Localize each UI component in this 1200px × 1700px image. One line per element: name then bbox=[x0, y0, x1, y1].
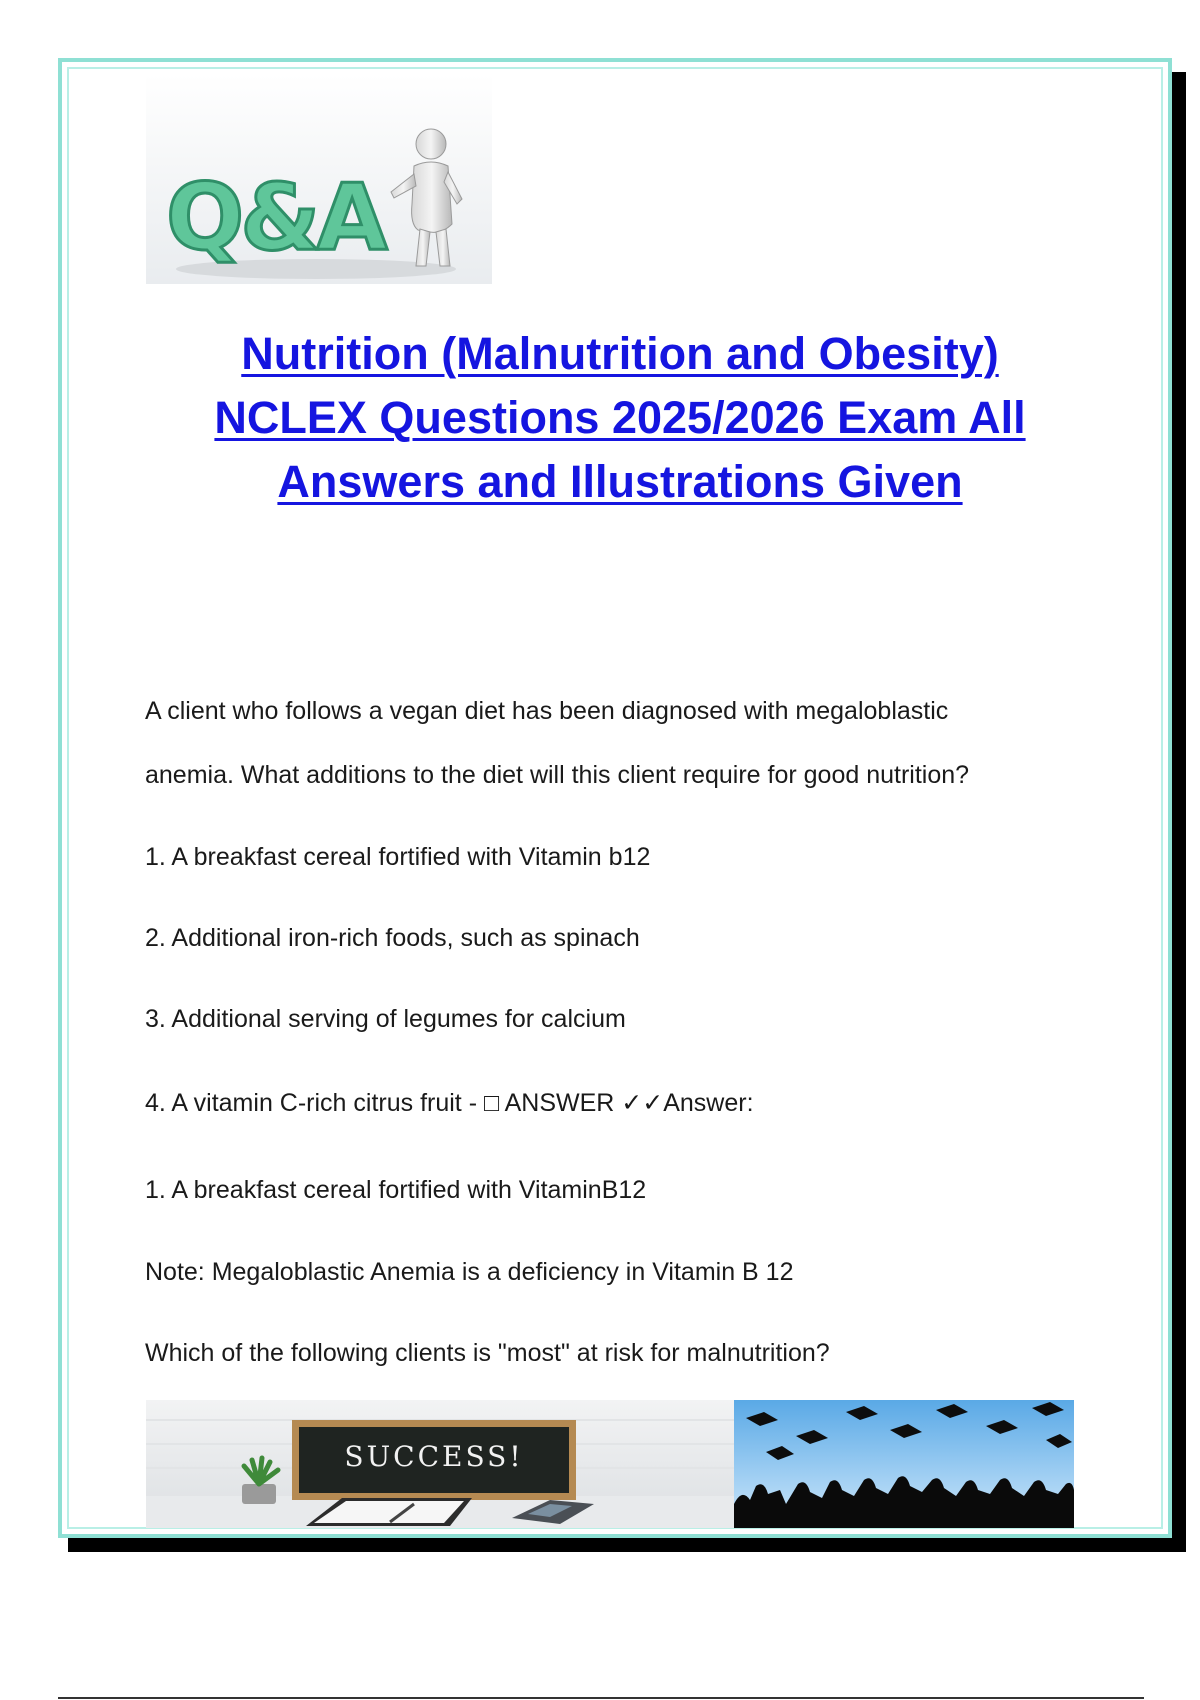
option-1: 1. A breakfast cereal fortified with Vitamin b12 bbox=[145, 843, 651, 871]
qa-letters: Q&A bbox=[166, 164, 384, 271]
chalkboard-text: SUCCESS! bbox=[344, 1440, 524, 1473]
answer-note: Note: Megaloblastic Anemia is a deficiency in Vitamin B 12 bbox=[145, 1258, 794, 1286]
document-title bbox=[150, 322, 1090, 514]
option-2: 2. Additional iron-rich foods, such as spinach bbox=[145, 924, 640, 952]
question-2: Which of the following clients is "most" at risk for malnutrition? bbox=[145, 1339, 830, 1367]
title-line-3: Answers and Illustrations Given bbox=[277, 456, 963, 507]
title-line-2: NCLEX Questions 2025/2026 Exam All bbox=[214, 392, 1026, 443]
option-3: 3. Additional serving of legumes for calcium bbox=[145, 1005, 626, 1033]
page-bottom-rule bbox=[58, 1697, 1144, 1699]
success-banner-image bbox=[146, 1400, 1074, 1528]
correct-answer: 1. A breakfast cereal fortified with VitaminB12 bbox=[145, 1176, 647, 1204]
option-4-with-answer-marker: 4. A vitamin C-rich citrus fruit - □ ANSWER ✓✓Answer: bbox=[145, 1089, 754, 1117]
page-frame-inner-border bbox=[67, 67, 1163, 1529]
question-1-line-2: anemia. What additions to the diet will this client require for good nutrition? bbox=[145, 761, 970, 789]
qa-logo-image bbox=[146, 74, 492, 284]
title-line-1: Nutrition (Malnutrition and Obesity) bbox=[241, 328, 999, 379]
question-1-line-1: A client who follows a vegan diet has been diagnosed with megaloblastic bbox=[145, 697, 949, 725]
